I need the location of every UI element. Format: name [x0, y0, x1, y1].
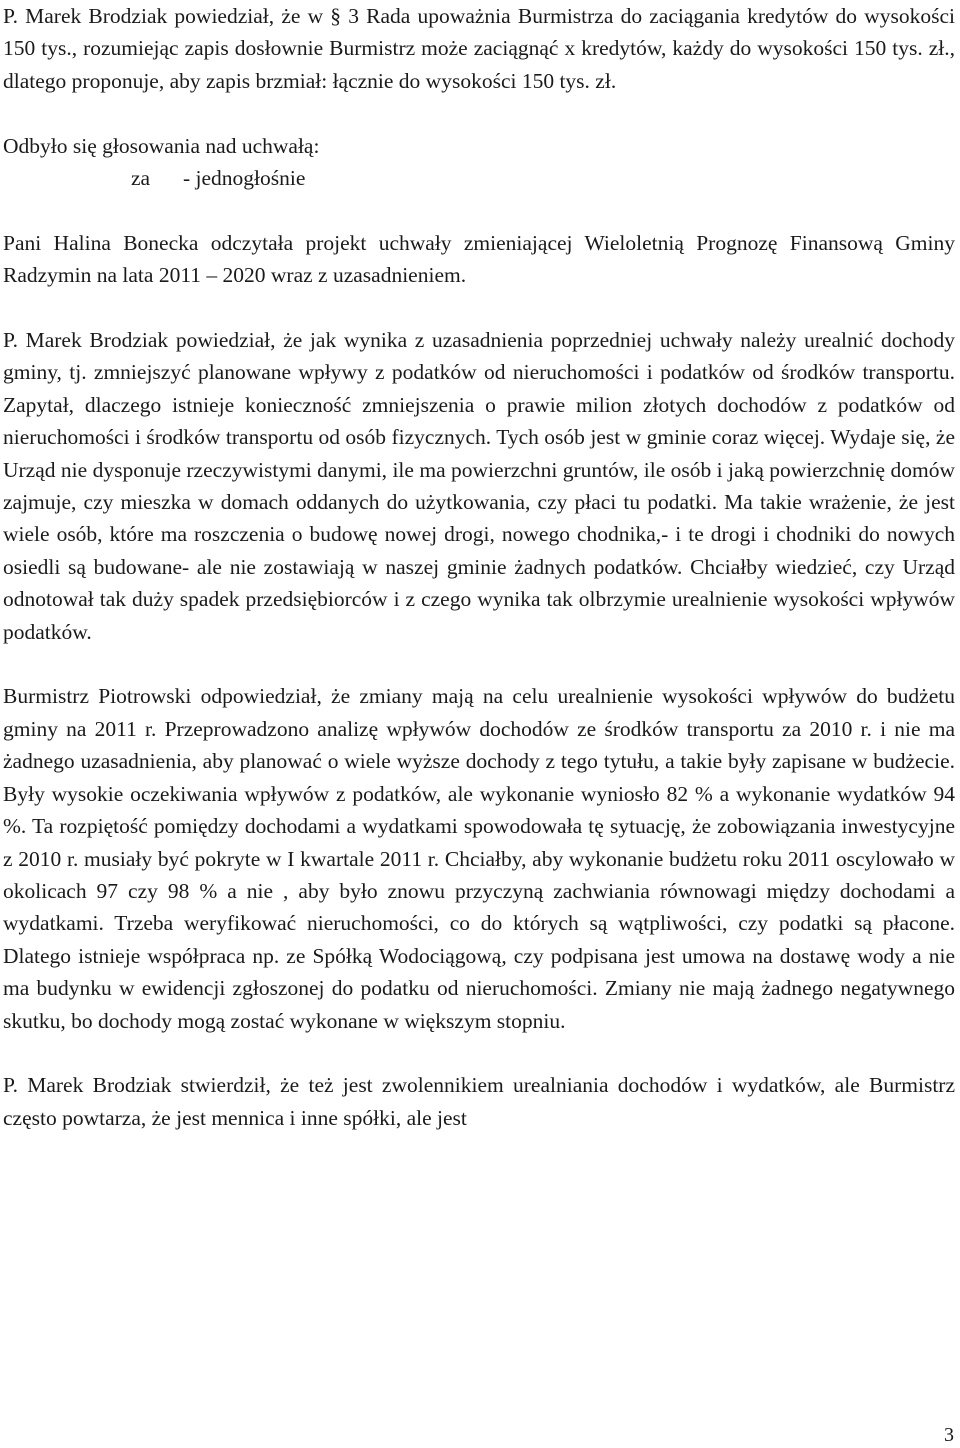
- paragraph-brodziak-question: P. Marek Brodziak powiedział, że jak wynika z uzasadnienia poprzedniej uchwały należy urealnić dochody gminy, tj. zmniejszyć planowane wpływy z podatków od nieruchomości i podatków od środków transportu. Zapytał, dlaczego istnieje konieczność zmniejszenia o prawie milion złotych dochodów z podatków od nieruchomości i środków transportu od osób fizycznych. Tych osób jest w gminie coraz więcej. Wydaje się, że Urząd nie dysponuje rzeczywistymi danymi, ile ma powierzchni gruntów, ile osób i jaką powierzchnię domów zajmuje, czy mieszka w domach oddanych do użytkowania, czy płaci tu podatki. Ma takie wrażenie, że jest wiele osób, które ma roszczenia o budowę nowej drogi, nowego chodnika,- i te drogi i chodniki do nowych osiedli są budowane- ale nie zostawiają w naszej gminie żadnych podatków. Chciałby wiedzieć, czy Urząd odnotował tak duży spadek przedsiębiorców i z czego wynika tak olbrzymie urealnienie wysokości wpływów podatków.: [3, 328, 955, 644]
- paragraph-spacer: [3, 194, 955, 226]
- paragraph-bonecka-reading: Pani Halina Bonecka odczytała projekt uchwały zmieniającej Wieloletnią Prognozę Finansową Gminy Radzymin na lata 2011 – 2020 wraz z uzasadnieniem.: [3, 230, 955, 288]
- paragraph-spacer: [3, 97, 955, 129]
- paragraph-spacer: [3, 1037, 955, 1069]
- page-number: 3: [944, 1424, 954, 1446]
- paragraph-brodziak-statement: P. Marek Brodziak stwierdził, że też jest zwolennikiem urealniania dochodów i wydatków, ale Burmistrz często powtarza, że jest mennica i inne spółki, ale jest: [3, 1073, 955, 1130]
- paragraph-brodziak-credit-limit: P. Marek Brodziak powiedział, że w § 3 Rada upoważnia Burmistrza do zaciągania kredytów do wysokości 150 tys., rozumiejąc zapis dosłownie Burmistrz może zaciągnąć x kredytów, każdy do wysokości 150 tys. zł., dlatego proponuje, aby zapis brzmiał: łącznie do wysokości 150 tys. zł.: [3, 4, 955, 93]
- document-page: [3, 0, 955, 1134]
- vote-result: - jednogłośnie: [183, 166, 306, 191]
- vote-result-line: [3, 162, 955, 194]
- vote-label: za: [131, 166, 151, 191]
- paragraph-spacer: [3, 648, 955, 680]
- paragraph-spacer: [3, 292, 955, 324]
- paragraph-burmistrz-answer: Burmistrz Piotrowski odpowiedział, że zmiany mają na celu urealnienie wysokości wpływów do budżetu gminy na 2011 r. Przeprowadzono analizę wpływów dochodów ze środków transportu za 2010 r. i nie ma żadnego uzasadnienia, aby planować o wiele wyższe dochody z tego tytułu, a takie były zapisane w budżecie. Były wysokie oczekiwania wpływów z podatków, ale wykonanie wyniosło 82 % a wykonanie wydatków 94 %. Ta rozpiętość pomiędzy dochodami a wydatkami spowodowała tę sytuację, że zobowiązania inwestycyjne z 2010 r. musiały być pokryte w I kwartale 2011 r. Chciałby, aby wykonanie budżetu roku 2011 oscylowało w okolicach 97 czy 98 % a nie , aby było znowu przyczyną zachwiania równowagi między dochodami a wydatkami. Trzeba weryfikować nieruchomości, co do których są wątpliwości, czy podatki są płacone. Dlatego istnieje współpraca np. ze Spółką Wodociągową, czy podpisana jest umowa na dostawę wody a nie ma budynku w ewidencji zgłoszonej do podatku od nieruchomości. Zmiany nie mają żadnego negatywnego skutku, bo dochody mogą zostać wykonane w większym stopniu.: [3, 684, 955, 1033]
- paragraph-vote-intro: Odbyło się głosowania nad uchwałą:: [3, 133, 320, 158]
